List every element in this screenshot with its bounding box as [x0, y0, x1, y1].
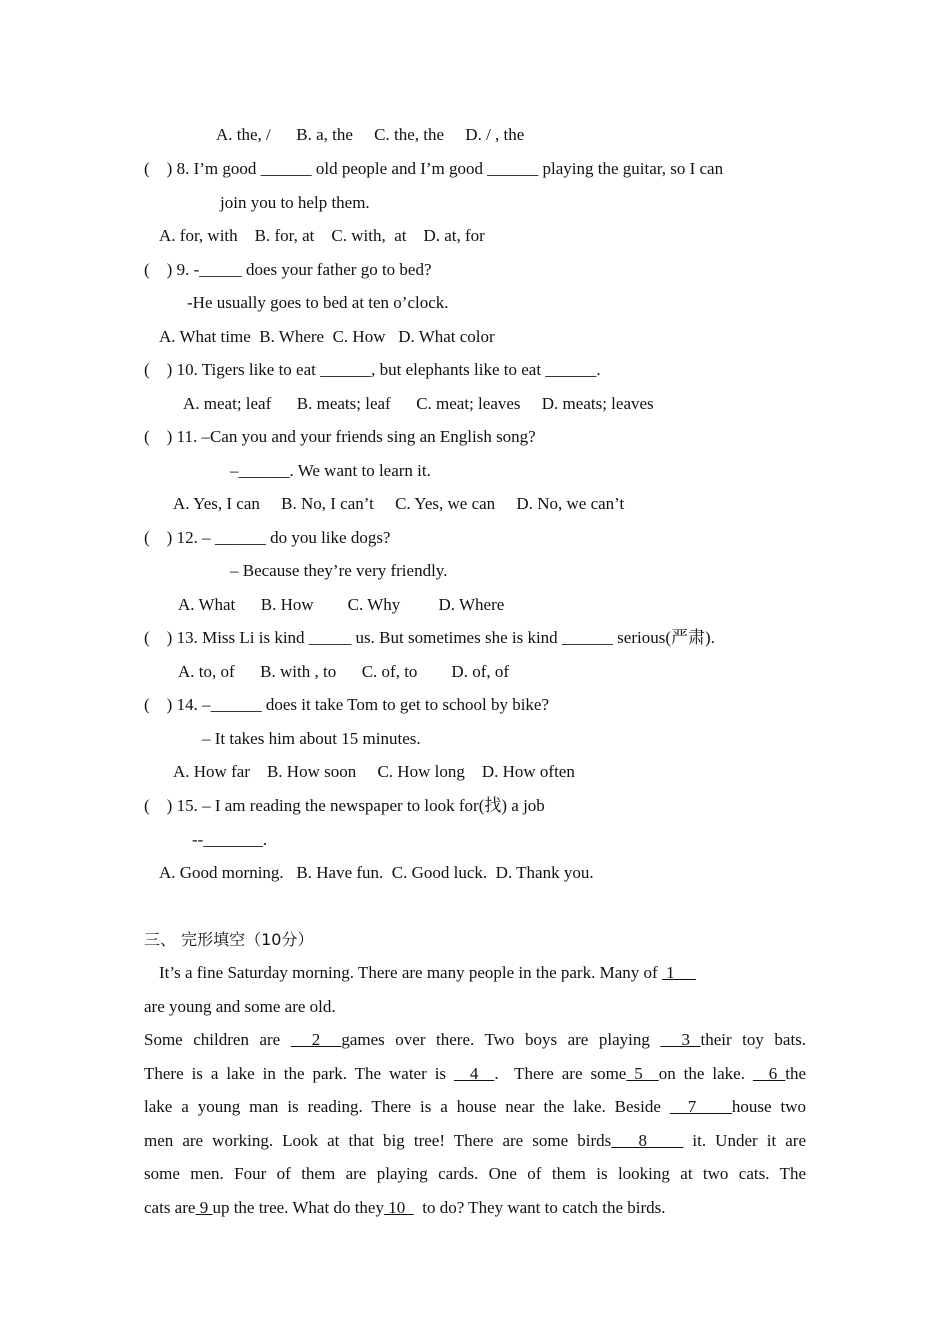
- cloze-text: lake a young man is reading. There is a house near the lake. Beside: [144, 1097, 661, 1116]
- question-13-options: A. to, of B. with , to C. of, to D. of, of: [178, 662, 510, 681]
- cloze-line-3: [144, 1029, 806, 1051]
- question-14-options: A. How far B. How soon C. How long D. How often: [173, 762, 575, 781]
- question-9-options: A. What time B. Where C. How D. What color: [159, 327, 495, 346]
- cloze-text: to do? They want to catch the birds.: [413, 1198, 666, 1217]
- question-11-reply: –______. We want to learn it.: [230, 461, 431, 480]
- question-10: ( ) 10. Tigers like to eat ______, but elephants like to eat ______.: [144, 360, 601, 379]
- blank-3: 3: [660, 1030, 701, 1049]
- question-10-options: A. meat; leaf B. meats; leaf C. meat; leaves D. meats; leaves: [183, 394, 654, 413]
- question-8-continuation: join you to help them.: [220, 193, 370, 212]
- question-15-reply: --_______.: [192, 830, 268, 849]
- cloze-text: the: [785, 1064, 807, 1083]
- blank-5: 5: [626, 1064, 659, 1083]
- question-12-options: A. What B. How C. Why D. Where: [178, 595, 505, 614]
- question-13: ( ) 13. Miss Li is kind _____ us. But sometimes she is kind ______ serious(严肃).: [144, 628, 715, 647]
- question-15-options: A. Good morning. B. Have fun. C. Good luck. D. Thank you.: [159, 863, 594, 882]
- blank-1: 1__: [661, 963, 696, 982]
- question-12: ( ) 12. – ______ do you like dogs?: [144, 528, 391, 547]
- cloze-text: There is a lake in the park. The water is: [144, 1064, 447, 1083]
- cloze-text: it. Under it are: [692, 1131, 807, 1150]
- question-11: ( ) 11. –Can you and your friends sing an English song?: [144, 427, 536, 446]
- cloze-text: It’s a fine Saturday morning. There are many people in the park. Many of: [159, 963, 662, 982]
- cloze-line-1: [159, 962, 696, 984]
- cloze-text: games over there. Two boys are playing: [341, 1030, 650, 1049]
- question-9-reply: -He usually goes to bed at ten o’clock.: [187, 293, 449, 312]
- question-7-options: A. the, / B. a, the C. the, the D. / , the: [216, 125, 525, 144]
- question-12-reply: – Because they’re very friendly.: [230, 561, 448, 580]
- cloze-text: house two: [731, 1097, 807, 1116]
- question-11-options: A. Yes, I can B. No, I can’t C. Yes, we can D. No, we can’t: [173, 494, 625, 513]
- cloze-text: Some children are: [144, 1030, 281, 1049]
- question-14: ( ) 14. –______ does it take Tom to get to school by bike?: [144, 695, 550, 714]
- blank-4: 4: [454, 1064, 495, 1083]
- cloze-text: cats are: [144, 1198, 196, 1217]
- cloze-line-6: [144, 1130, 806, 1152]
- cloze-line-8: [144, 1197, 666, 1219]
- question-8: ( ) 8. I’m good ______ old people and I’m good ______ playing the guitar, so I can: [144, 159, 724, 178]
- cloze-text: men are working. Look at that big tree! There are some birds: [144, 1131, 612, 1150]
- blank-2: 2: [290, 1030, 342, 1049]
- cloze-text: . There are some: [494, 1064, 627, 1083]
- question-8-options: A. for, with B. for, at C. with, at D. at, for: [159, 226, 485, 245]
- cloze-text: up the tree. What do they: [212, 1198, 384, 1217]
- question-15: ( ) 15. – I am reading the newspaper to look for(找) a job: [144, 796, 545, 815]
- cloze-line-5: [144, 1096, 806, 1118]
- blank-10: 10: [383, 1198, 414, 1217]
- cloze-line-7: some men. Four of them are playing cards. One of them is looking at two cats. The: [144, 1164, 806, 1183]
- blank-6: 6: [752, 1064, 786, 1083]
- blank-8: 8: [611, 1131, 684, 1150]
- cloze-text: their toy bats.: [700, 1030, 807, 1049]
- question-14-reply: – It takes him about 15 minutes.: [202, 729, 421, 748]
- cloze-line-4: [144, 1063, 806, 1085]
- cloze-line-2: are young and some are old.: [144, 997, 336, 1016]
- cloze-text: on the lake.: [658, 1064, 745, 1083]
- question-9: ( ) 9. -_____ does your father go to bed?: [144, 260, 432, 279]
- blank-7: 7: [669, 1097, 732, 1116]
- blank-9: 9: [195, 1198, 213, 1217]
- section-heading: 三、 完形填空（10分）: [144, 930, 314, 949]
